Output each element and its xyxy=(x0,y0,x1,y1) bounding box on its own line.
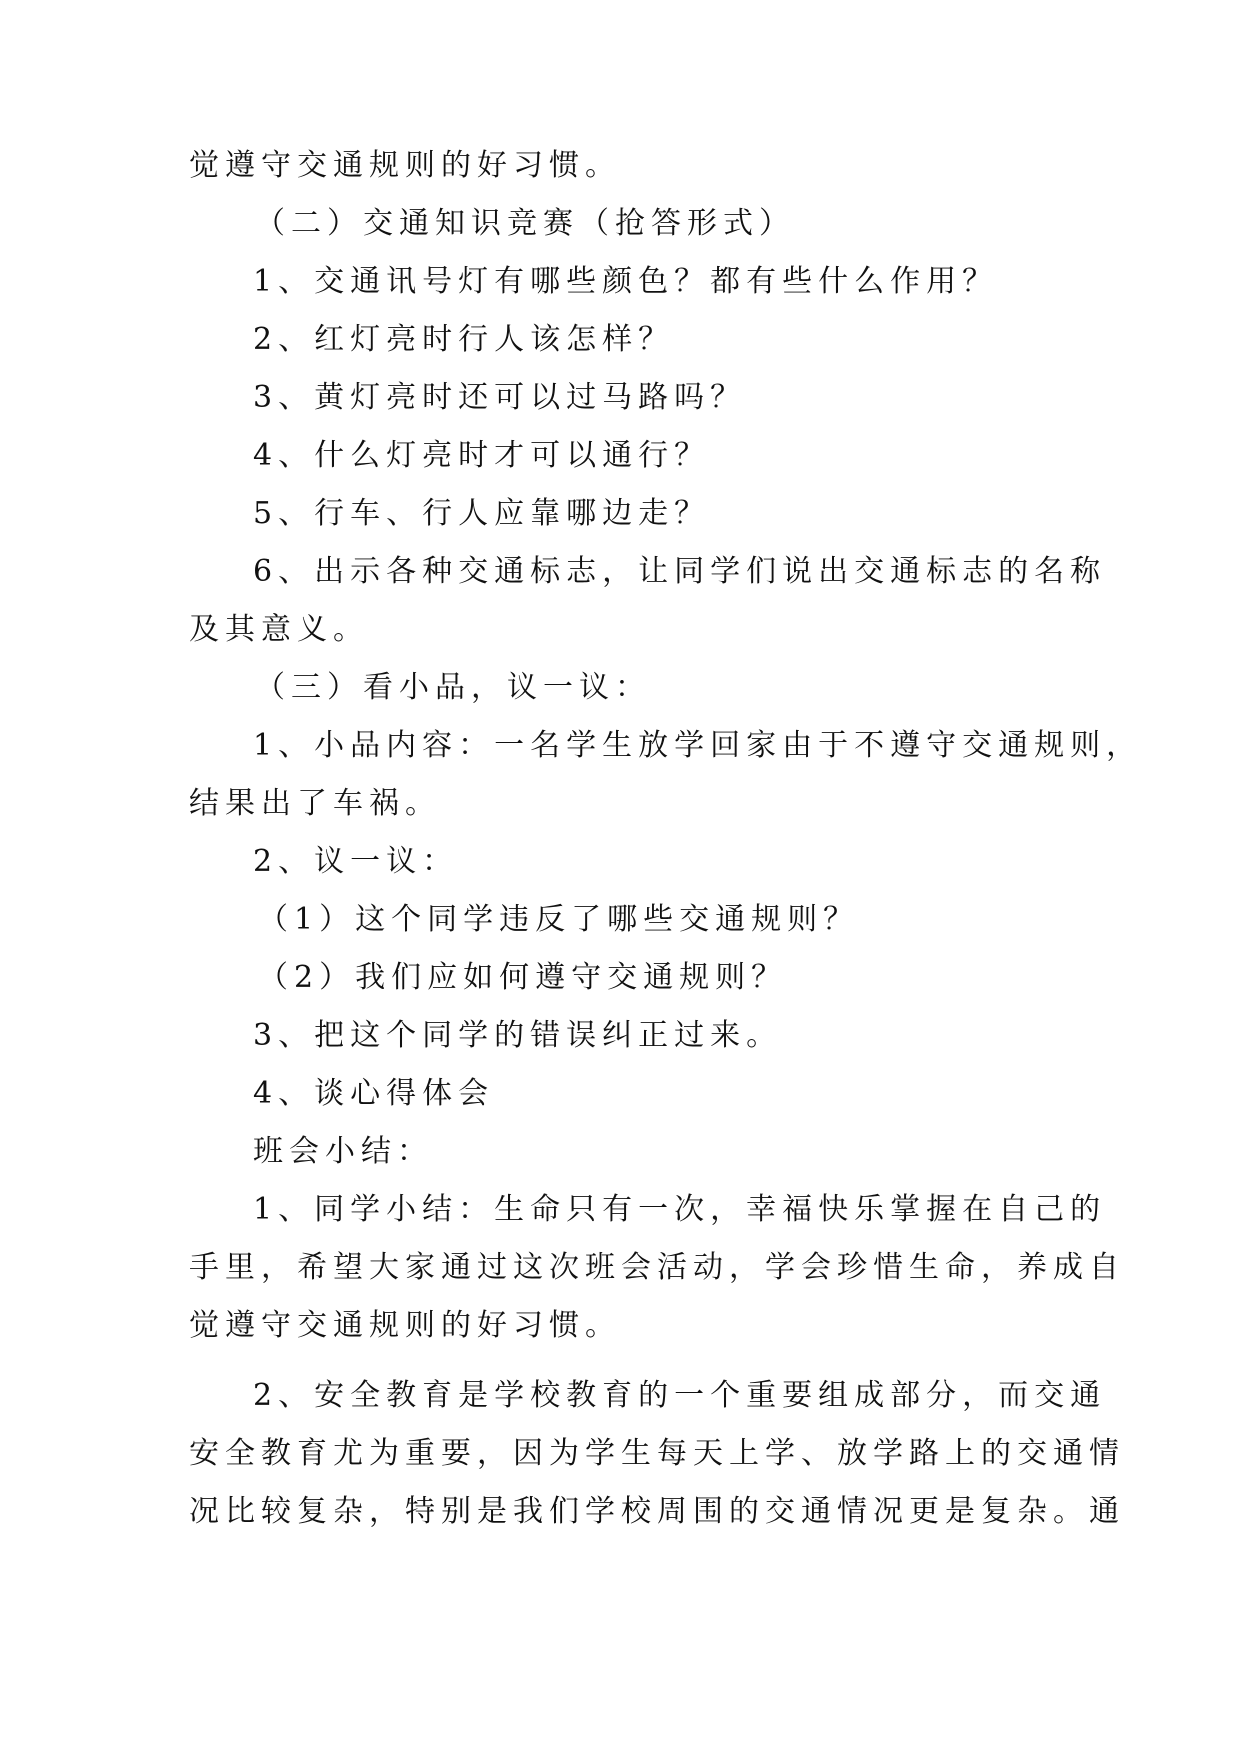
list-item: 2、红灯亮时行人该怎样？ xyxy=(253,322,675,357)
text-line: 觉遵守交通规则的好习惯。 xyxy=(189,148,621,183)
list-item: 1、小品内容：一名学生放学回家由于不遵守交通规则， xyxy=(253,728,1143,763)
text-line: 手里，希望大家通过这次班会活动，学会珍惜生命，养成自 xyxy=(189,1250,1125,1285)
text-line: 况比较复杂，特别是我们学校周围的交通情况更是复杂。通 xyxy=(189,1494,1125,1529)
list-item: 1、交通讯号灯有哪些颜色？都有些什么作用？ xyxy=(253,264,999,299)
list-item: 4、谈心得体会 xyxy=(253,1076,495,1111)
list-item: 6、出示各种交通标志，让同学们说出交通标志的名称 xyxy=(253,554,1107,589)
list-item: 5、行车、行人应靠哪边走？ xyxy=(253,496,711,531)
section-heading: （三）看小品，议一议： xyxy=(255,670,651,705)
section-heading: （二）交通知识竞赛（抢答形式） xyxy=(255,206,795,241)
section-heading: 班会小结： xyxy=(253,1134,433,1169)
text-line: 觉遵守交通规则的好习惯。 xyxy=(189,1308,621,1343)
list-item: 2、议一议： xyxy=(253,844,459,879)
sub-list-item: （2）我们应如何遵守交通规则？ xyxy=(258,960,788,995)
text-line: 及其意义。 xyxy=(189,612,369,647)
sub-list-item: （1）这个同学违反了哪些交通规则？ xyxy=(258,902,860,937)
text-line: 安全教育尤为重要，因为学生每天上学、放学路上的交通情 xyxy=(189,1436,1125,1471)
list-item: 3、把这个同学的错误纠正过来。 xyxy=(253,1018,783,1053)
list-item: 4、什么灯亮时才可以通行？ xyxy=(253,438,711,473)
list-item: 3、黄灯亮时还可以过马路吗？ xyxy=(253,380,747,415)
list-item: 2、安全教育是学校教育的一个重要组成部分，而交通 xyxy=(253,1378,1107,1413)
list-item: 1、同学小结：生命只有一次，幸福快乐掌握在自己的 xyxy=(253,1192,1107,1227)
text-line: 结果出了车祸。 xyxy=(189,786,441,821)
